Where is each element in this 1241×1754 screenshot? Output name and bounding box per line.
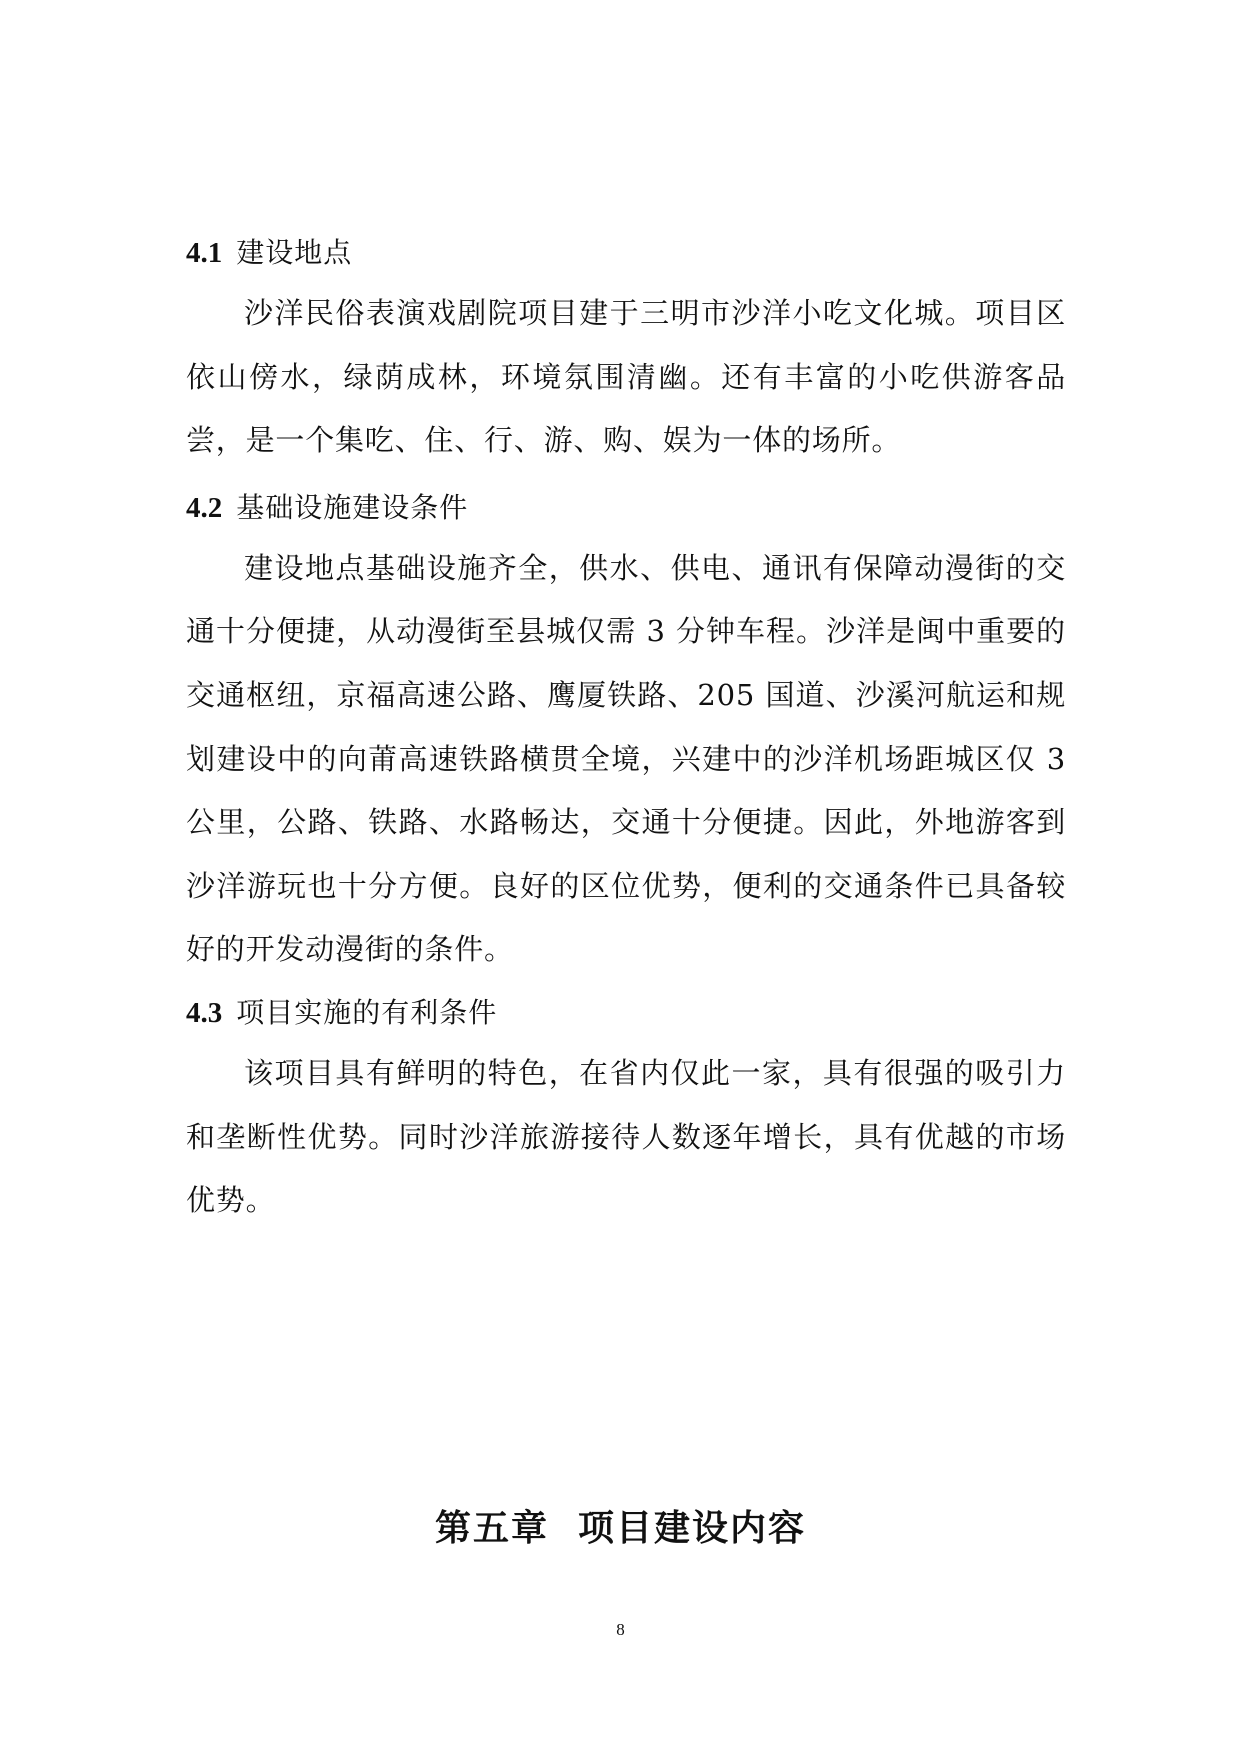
section-paragraph: 该项目具有鲜明的特色，在省内仅此一家，具有很强的吸引力和垄断性优势。同时沙洋旅游接待人数逐年增长，具有优越的市场优势。 xyxy=(186,1055,1066,1218)
section-number: 4.2 xyxy=(186,491,223,524)
section-title: 基础设施建设条件 xyxy=(236,490,469,524)
section-heading xyxy=(186,982,1066,1042)
section-number: 4.1 xyxy=(186,237,223,269)
section-4-2 xyxy=(186,477,1066,982)
section-heading xyxy=(186,222,1066,282)
section-heading xyxy=(186,477,1066,537)
page-number: 8 xyxy=(616,1620,625,1639)
chapter-title: 第五章 项目建设内容 xyxy=(434,1508,807,1549)
page-content xyxy=(186,222,1066,1233)
section-paragraph: 沙洋民俗表演戏剧院项目建于三明市沙洋小吃文化城。项目区依山傍水，绿荫成林，环境氛围清幽。还有丰富的小吃供游客品尝，是一个集吃、住、行、游、购、娱为一体的场所。 xyxy=(186,296,1066,458)
section-title: 项目实施的有利条件 xyxy=(236,995,498,1029)
section-paragraph: 建设地点基础设施齐全，供水、供电、通讯有保障动漫街的交通十分便捷，从动漫街至县城仅需 3 分钟车程。沙洋是闽中重要的交通枢纽，京福高速公路、鹰厦铁路、205 国道、沙溪河航运和规划建设中的向莆高速铁路横贯全境，兴建中的沙洋机场距城区仅 3 公里，公路、铁路、水路畅达，交通十分便捷。因此，外地游客到沙洋游玩也十分方便。良好的区位优势，便利的交通条件已具备较好的开发动漫街的条件。 xyxy=(186,550,1066,967)
section-4-1 xyxy=(186,222,1066,473)
section-number: 4.3 xyxy=(186,996,223,1029)
section-title: 建设地点 xyxy=(236,236,353,269)
section-4-3 xyxy=(186,982,1066,1233)
